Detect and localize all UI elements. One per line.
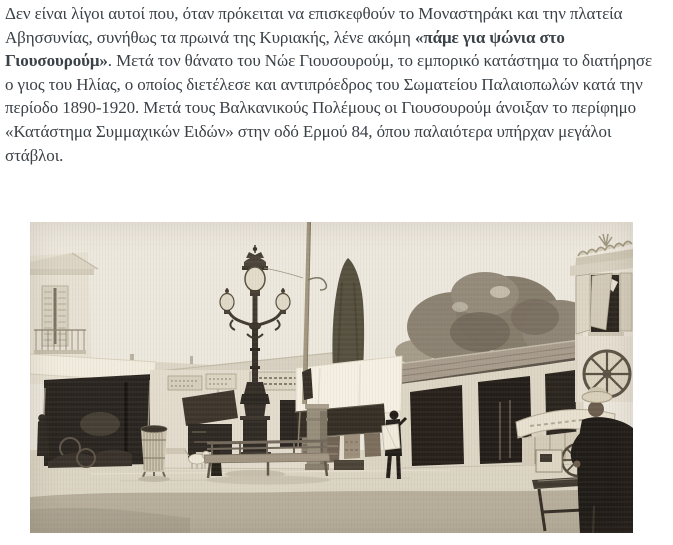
window-shutter-left <box>576 274 590 334</box>
balcony <box>34 330 86 354</box>
man-head <box>588 401 604 417</box>
historical-photo <box>30 222 633 533</box>
window-shutter-right <box>620 273 632 331</box>
open-window <box>590 273 620 334</box>
lamp-globe-right <box>276 294 290 311</box>
paragraph-bold-phrase: «πάμε για ψώνια στο Γιουσουρούμ» <box>5 27 565 71</box>
paragraph-text-start: Δεν είναι λίγοι αυτοί που, όταν πρόκειται να επισκεφθούν το Μοναστηράκι και την πλατεία Αβησσυνίας, συνήθως τα πρωινά της Κυριακής, λένε ακόμη <box>5 4 623 47</box>
article-paragraph <box>5 2 658 167</box>
photo-scene <box>30 222 633 533</box>
shuttered-window <box>42 286 68 346</box>
straw-hat <box>582 392 612 403</box>
lamp-globe-left <box>220 294 234 311</box>
paragraph-text-end: . Μετά τον θάνατο του Νώε Γιουσουρούμ, το εμπορικό κατάστημα το διατήρησε ο γιος του Ηλίας, ο οποίος διετέλεσε και αντιπρόεδρος του Σωματείου Παλαιοπωλών κατά την περίοδο 1890-1920. Μετά τους Βαλκανικούς Πολέμους οι Γιουσουρούμ άνοιξαν το περίφημο «Κατάστημα Συμμαχικών Ειδών» στην οδό Ερμού 84, όπου παλαιότερα υπήρχαν μεγάλοι στάβλοι. <box>5 51 652 165</box>
lamp-globe-center <box>245 267 265 291</box>
